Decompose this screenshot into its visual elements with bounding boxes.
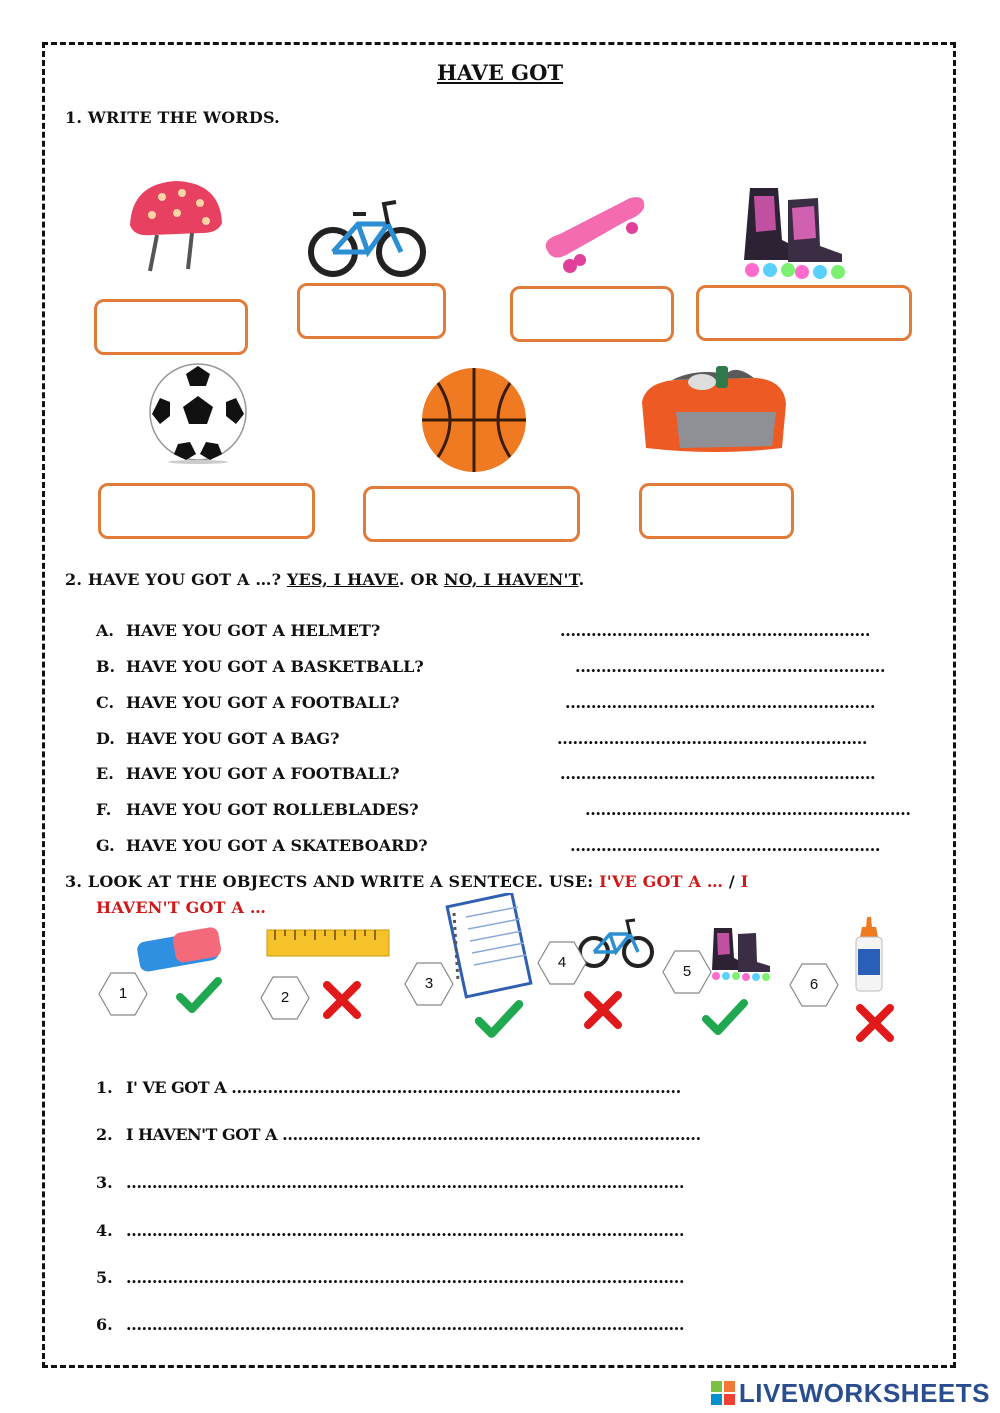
answer-blank[interactable]: …………………………………………………… — [575, 657, 885, 676]
number-hexagon-6: 6 — [789, 963, 839, 1007]
question-text: HAVE YOU GOT A SKATEBOARD? — [126, 836, 428, 855]
helmet-icon — [122, 175, 227, 283]
answer-box-bike[interactable] — [297, 283, 446, 339]
question-letter: C. — [96, 693, 115, 712]
sentence-number: 6. — [96, 1315, 113, 1334]
check-icon — [702, 999, 748, 1037]
liveworksheets-logo: LIVEWORKSHEETS — [711, 1378, 990, 1409]
page-title: HAVE GOT — [436, 60, 564, 85]
answer-blank[interactable]: …………………………………………………… — [560, 621, 870, 640]
section-2-heading: 2. HAVE YOU GOT A …? YES, I HAVE. OR NO, I HAVEN'T. — [65, 570, 585, 589]
question-letter: A. — [96, 621, 114, 640]
answer-blank[interactable]: ……………………………………………………… — [585, 800, 911, 819]
answer-blank[interactable]: …………………………………………………… — [565, 693, 875, 712]
answer-box-bag[interactable] — [639, 483, 794, 539]
notebook-icon — [440, 893, 534, 999]
question-letter: D. — [96, 729, 115, 748]
yes-answer: YES, I HAVE — [286, 570, 399, 589]
answer-box-helmet[interactable] — [94, 299, 248, 355]
sentence-blank[interactable]: I HAVEN'T GOT A ……………………………………………………………………… — [126, 1125, 701, 1144]
number-hexagon-1: 1 — [98, 972, 148, 1016]
basketball-icon — [418, 365, 530, 475]
answer-blank[interactable]: ……………………………………………………. — [560, 764, 876, 783]
check-icon — [176, 977, 222, 1015]
sentence-blank[interactable]: I' VE GOT A …………………………………………………………………………… — [126, 1078, 681, 1097]
bike-small-icon — [578, 912, 654, 970]
no-answer: NO, I HAVEN'T — [443, 570, 579, 589]
sentence-blank[interactable]: ……………………………………………………………………………………………… — [126, 1315, 684, 1334]
bike-icon — [308, 190, 426, 282]
question-letter: G. — [96, 836, 115, 855]
answer-box-rollerblades[interactable] — [696, 285, 912, 341]
number-hexagon-5: 5 — [662, 950, 712, 994]
ruler-icon — [265, 926, 391, 960]
logo-icon — [711, 1381, 735, 1405]
question-text: HAVE YOU GOT A BASKETBALL? — [126, 657, 424, 676]
sentence-blank[interactable]: ……………………………………………………………………………………………… — [126, 1173, 684, 1192]
cross-icon — [854, 1002, 896, 1044]
sports-bag-icon — [636, 362, 792, 458]
question-text: HAVE YOU GOT A HELMET? — [126, 621, 381, 640]
cross-icon — [321, 979, 363, 1021]
sentence-number: 5. — [96, 1268, 113, 1287]
number-hexagon-3: 3 — [404, 962, 454, 1006]
question-text: HAVE YOU GOT A FOOTBALL? — [126, 693, 400, 712]
section-1-heading: 1. WRITE THE WORDS. — [65, 108, 280, 127]
sentence-number: 3. — [96, 1173, 113, 1192]
rollerblades-small-icon — [708, 924, 774, 982]
section-3-heading-line2: HAVEN'T GOT A … — [96, 898, 267, 917]
cross-icon — [582, 989, 624, 1031]
question-text: HAVE YOU GOT A FOOTBALL? — [126, 764, 400, 783]
skateboard-icon — [540, 190, 650, 278]
answer-blank[interactable]: …………………………………………………… — [557, 729, 867, 748]
answer-box-basketball[interactable] — [363, 486, 580, 542]
question-letter: F. — [96, 800, 112, 819]
sentence-blank[interactable]: ……………………………………………………………………………………………… — [126, 1221, 684, 1240]
check-icon — [474, 1000, 524, 1040]
sentence-number: 4. — [96, 1221, 113, 1240]
question-text: HAVE YOU GOT A BAG? — [126, 729, 340, 748]
question-text: HAVE YOU GOT ROLLEBLADES? — [126, 800, 419, 819]
rollerblades-icon — [738, 180, 850, 280]
question-letter: B. — [96, 657, 116, 676]
sentence-blank[interactable]: ……………………………………………………………………………………………… — [126, 1268, 684, 1287]
number-hexagon-2: 2 — [260, 976, 310, 1020]
eraser-icon — [134, 926, 224, 974]
question-letter: E. — [96, 764, 114, 783]
answer-blank[interactable]: …………………………………………………… — [570, 836, 880, 855]
football-icon — [148, 362, 248, 464]
glue-bottle-icon — [852, 915, 886, 993]
section-3-heading: 3. LOOK AT THE OBJECTS AND WRITE A SENTECE. USE: I'VE GOT A … / I — [65, 872, 749, 891]
number-hexagon-4: 4 — [537, 941, 587, 985]
sentence-number: 1. — [96, 1078, 113, 1097]
answer-box-football[interactable] — [98, 483, 315, 539]
sentence-number: 2. — [96, 1125, 113, 1144]
answer-box-skateboard[interactable] — [510, 286, 674, 342]
